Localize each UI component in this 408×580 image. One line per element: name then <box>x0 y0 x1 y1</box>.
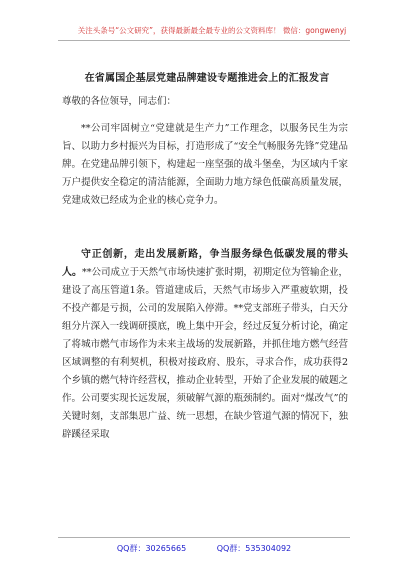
footer-qq-group-2: QQ群：535304092 <box>216 544 292 553</box>
footer-divider <box>58 537 350 538</box>
paragraph-2-lead: 守正创新，走出发展新路，争当服务绿色低碳发展的带头人。 <box>62 249 348 278</box>
header-divider <box>58 40 350 41</box>
paragraph-1: **公司牢固树立“党建就是生产力”工作理念，以服务民生为宗旨、以助力乡村振兴为目标，打造形成了“安全气畅服务先锋”党建品牌。在党建品牌引领下，构建起一座坚强的战斗堡垒，为区域内千家万户提供安全稳定的清洁能源，全面助力地方绿色低碳高质量发展，党建成效已经成为企业的核心竞争力。 <box>62 123 348 206</box>
paragraph-2 <box>62 246 348 444</box>
salutation: 尊敬的各位领导，同志们： <box>62 96 177 107</box>
paragraph-2-body: **公司成立于天然气市场快速扩张时期，初期定位为管输企业，建设了高压管道1条。管道建成后，天然气市场步入严重疲软期，投不投产都是亏损，公司的发展陷入停滞。**党支部班子带头，白天分组分片深入一线调研摸底，晚上集中开会，经过反复分析讨论，确定了将城市燃气市场作为未来主战场的发展新路，并抓住地方燃气经营区域调整的有利契机，积极对接政府、股东，寻求合作，成功获得2个乡镇的燃气特许经营权，推动企业转型，开始了企业发展的破题之作。公司要实现长远发展，须破解气源的瓶颈制约。面对“煤改气”的关键时刻，支部集思广益、统一思想，在缺少管道气源的情况下，独辟蹊径采取 <box>62 267 349 440</box>
footer-qq-group-1: QQ群：30265665 <box>116 544 187 553</box>
footer <box>58 543 350 554</box>
document-title: 在省属国企基层党建品牌建设专题推进会上的汇报发言 <box>84 73 330 84</box>
header-banner: 关注头条号“公文研究”，获得最新最全最专业的公文资料库！ 微信：gongwenyj <box>77 26 347 35</box>
